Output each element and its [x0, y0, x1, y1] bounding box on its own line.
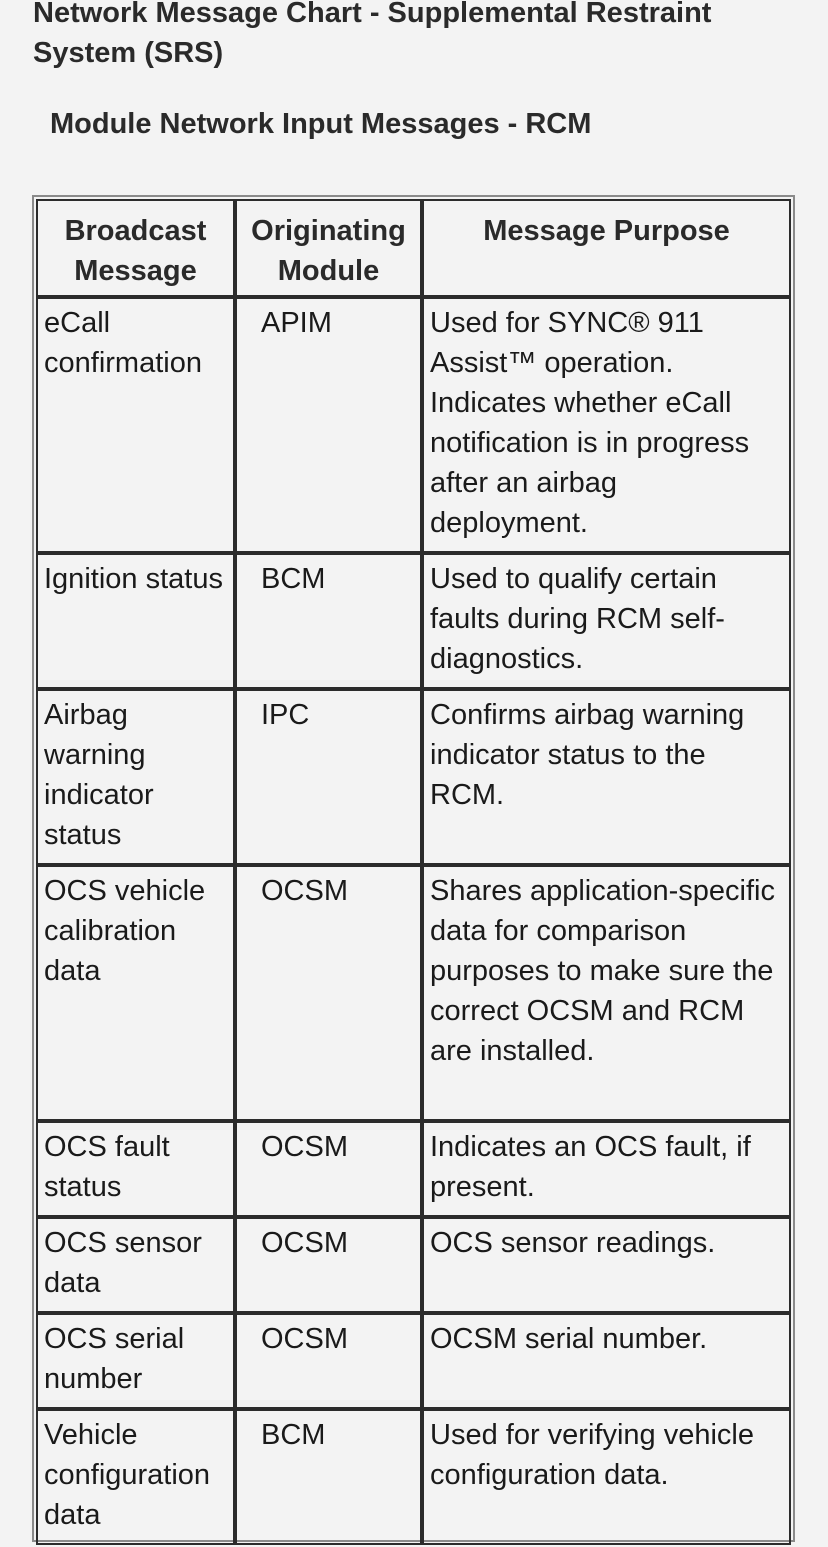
cell-message-purpose: Shares application-specific data for comparison purposes to make sure the correct OCSM and RCM are installed.: [422, 865, 791, 1121]
table-row: [36, 1217, 791, 1313]
cell-originating-module: BCM: [235, 1409, 422, 1545]
cell-message-purpose: OCSM serial number.: [422, 1313, 791, 1409]
table-row: [36, 865, 791, 1121]
message-table: [36, 199, 791, 1545]
cell-originating-module: BCM: [235, 553, 422, 689]
cell-broadcast-message: OCS vehicle calibration data: [36, 865, 235, 1121]
cell-broadcast-message: Ignition status: [36, 553, 235, 689]
cell-originating-module: OCSM: [235, 1217, 422, 1313]
cell-originating-module: OCSM: [235, 1121, 422, 1217]
cell-message-purpose: Used to qualify certain faults during RCM self-diagnostics.: [422, 553, 791, 689]
cell-originating-module: OCSM: [235, 1313, 422, 1409]
cell-message-purpose: Indicates an OCS fault, if present.: [422, 1121, 791, 1217]
header-message-purpose: Message Purpose: [422, 199, 791, 297]
table-row: [36, 1409, 791, 1545]
cell-originating-module: OCSM: [235, 865, 422, 1121]
table-row: [36, 297, 791, 553]
cell-broadcast-message: eCall confirmation: [36, 297, 235, 553]
cell-message-purpose: Used for verifying vehicle configuration data.: [422, 1409, 791, 1545]
section-title: Module Network Input Messages - RCM: [50, 108, 592, 140]
cell-broadcast-message: OCS serial number: [36, 1313, 235, 1409]
cell-originating-module: IPC: [235, 689, 422, 865]
header-originating-module: Originating Module: [235, 199, 422, 297]
table-row: [36, 1313, 791, 1409]
message-table-frame: [32, 195, 795, 1542]
cell-broadcast-message: OCS sensor data: [36, 1217, 235, 1313]
cell-message-purpose: Confirms airbag warning indicator status to the RCM.: [422, 689, 791, 865]
cell-message-purpose: OCS sensor readings.: [422, 1217, 791, 1313]
table-row: [36, 553, 791, 689]
cell-broadcast-message: Vehicle configuration data: [36, 1409, 235, 1545]
cell-message-purpose: Used for SYNC® 911 Assist™ operation. Indicates whether eCall notification is in progress after an airbag deployment.: [422, 297, 791, 553]
cell-broadcast-message: OCS fault status: [36, 1121, 235, 1217]
table-header-row: [36, 199, 791, 297]
header-broadcast-message: Broadcast Message: [36, 199, 235, 297]
table-row: [36, 1121, 791, 1217]
page-title: Network Message Chart - Supplemental Restraint System (SRS): [33, 0, 712, 69]
cell-broadcast-message: Airbag warning indicator status: [36, 689, 235, 865]
table-row: [36, 689, 791, 865]
cell-originating-module: APIM: [235, 297, 422, 553]
